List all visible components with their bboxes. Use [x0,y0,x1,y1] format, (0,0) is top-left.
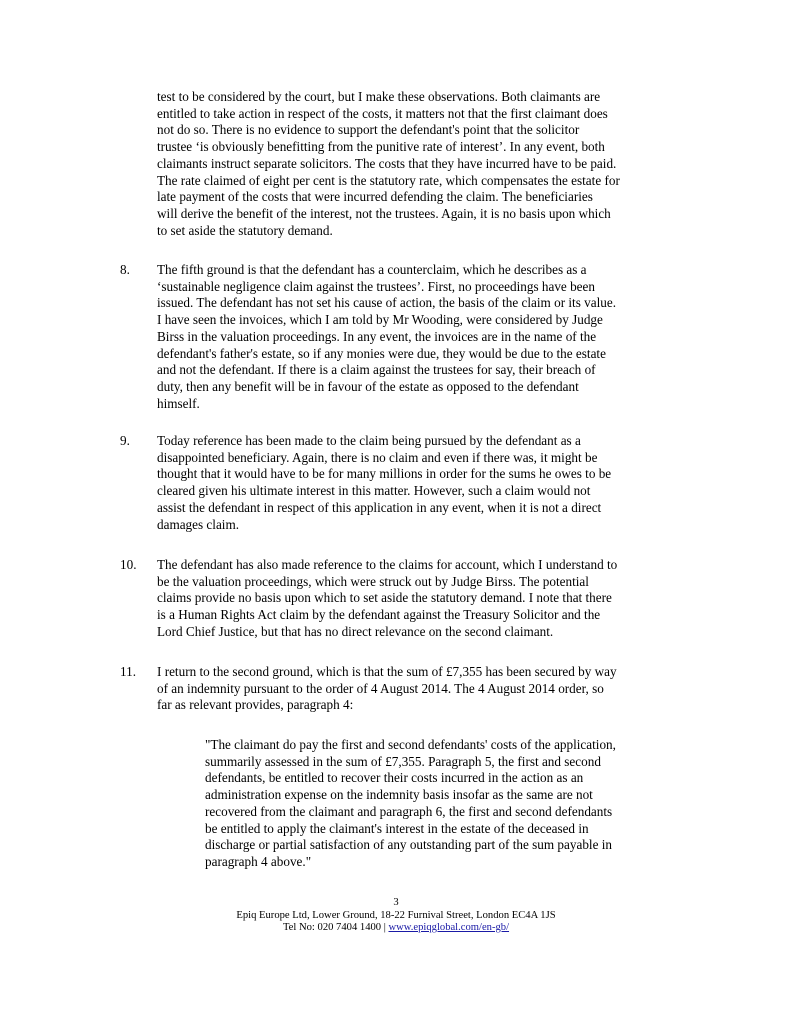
text-line: is a Human Rights Act claim by the defendant against the Treasury Solicitor and the [157,607,601,623]
text-line: late payment of the costs that were incurred defending the claim. The beneficiaries [157,189,593,205]
footer-contact [0,922,792,935]
footer-tel: Tel No: 020 7404 1400 | [282,922,389,933]
text-line: Birss in the valuation proceedings. In any event, the invoices are in the name of the [157,328,597,344]
text-line: I have seen the invoices, which I am told by Mr Wooding, were considered by Judge [157,312,603,328]
text-line: be the valuation proceedings, which were struck out by Judge Birss. The potential [157,573,589,589]
paragraph-number: 9. [120,433,130,448]
website-link[interactable]: www.epiqglobal.com/en-gb/ [388,922,510,933]
text-line: will derive the benefit of the interest, not the trustees. Again, it is no basis upon which [157,205,611,221]
text-line: Lord Chief Justice, but that has no direct relevance on the second claimant. [157,623,554,639]
intro-paragraph [157,89,673,239]
footer-address: Epiq Europe Ltd, Lower Ground, 18-22 Furnival Street, London EC4A 1JS [236,909,556,921]
text-line: test to be considered by the court, but I make these observations. Both claimants are [157,89,601,104]
text-line: cleared given his ultimate interest in this matter. However, such a claim would not [157,483,591,499]
text-line: himself. [157,395,200,411]
text-line: The rate claimed of eight per cent is the statutory rate, which compensates the estate for [157,172,620,188]
text-line: entitled to take action in respect of the costs, it matters not that the first claimant does [157,105,608,121]
text-line: claims provide no basis upon which to set aside the statutory demand. I note that there [157,590,612,606]
text-line: "The claimant do pay the first and second defendants' costs of the application, [205,737,616,752]
text-line: discharge or partial satisfaction of any outstanding part of the sum payable in [205,837,612,853]
text-line: defendant's father's estate, so if any monies were due, they would be due to the estate [157,345,606,361]
text-line: claimants instruct separate solicitors. The costs that they have incurred have to be paid. [157,155,617,171]
paragraph-8 [157,262,673,412]
paragraph-number: 11. [120,664,136,679]
text-line: I return to the second ground, which is that the sum of £7,355 has been secured by way [157,664,617,679]
text-line: duty, then any benefit will be in favour of the estate as opposed to the defendant [157,378,579,394]
page-footer [0,897,792,935]
block-quote [205,737,663,871]
text-line: damages claim. [157,516,240,532]
paragraph-10 [157,557,673,641]
text-line: to set aside the statutory demand. [157,222,333,238]
text-line: defendants, be entitled to recover their costs incurred in the action as an [205,770,584,786]
text-line: of an indemnity pursuant to the order of 4 August 2014. The 4 August 2014 order, so [157,680,604,696]
paragraph-11 [157,664,673,714]
text-line: ‘sustainable negligence claim against the trustees’. First, no proceedings have been [157,278,595,294]
text-line: not do so. There is no evidence to support the defendant's point that the solicitor [157,122,580,138]
text-line: trustee ‘is obviously benefitting from the punitive rate of interest’. In any event, both [157,139,605,155]
text-line: summarily assessed in the sum of £7,355. Paragraph 5, the first and second [205,753,601,769]
text-line: recovered from the claimant and paragraph 6, the first and second defendants [205,803,613,819]
text-line: Today reference has been made to the claim being pursued by the defendant as a [157,433,581,448]
text-line: and not the defendant. If there is a claim against the trustees for say, their breach of [157,362,596,378]
paragraph-9 [157,433,673,533]
text-line: be entitled to apply the claimant's interest in the estate of the deceased in [205,820,589,836]
text-line: assist the defendant in respect of this application in any event, when it is not a direct [157,499,602,515]
text-line: disappointed beneficiary. Again, there is no claim and even if there was, it might be [157,449,598,465]
page-number: 3 [393,897,399,908]
text-line: The fifth ground is that the defendant has a counterclaim, which he describes as a [157,262,587,277]
paragraph-number: 8. [120,262,130,277]
text-line: thought that it would have to be for many millions in order for the sums he owes to be [157,466,612,482]
text-line: administration expense on the indemnity basis insofar as the same are not [205,787,593,803]
text-line: paragraph 4 above." [205,853,312,869]
text-line: far as relevant provides, paragraph 4: [157,697,354,713]
paragraph-number: 10. [120,557,137,572]
text-line: issued. The defendant has not set his cause of action, the basis of the claim or its value. [157,295,616,311]
text-line: The defendant has also made reference to the claims for account, which I understand to [157,557,618,572]
